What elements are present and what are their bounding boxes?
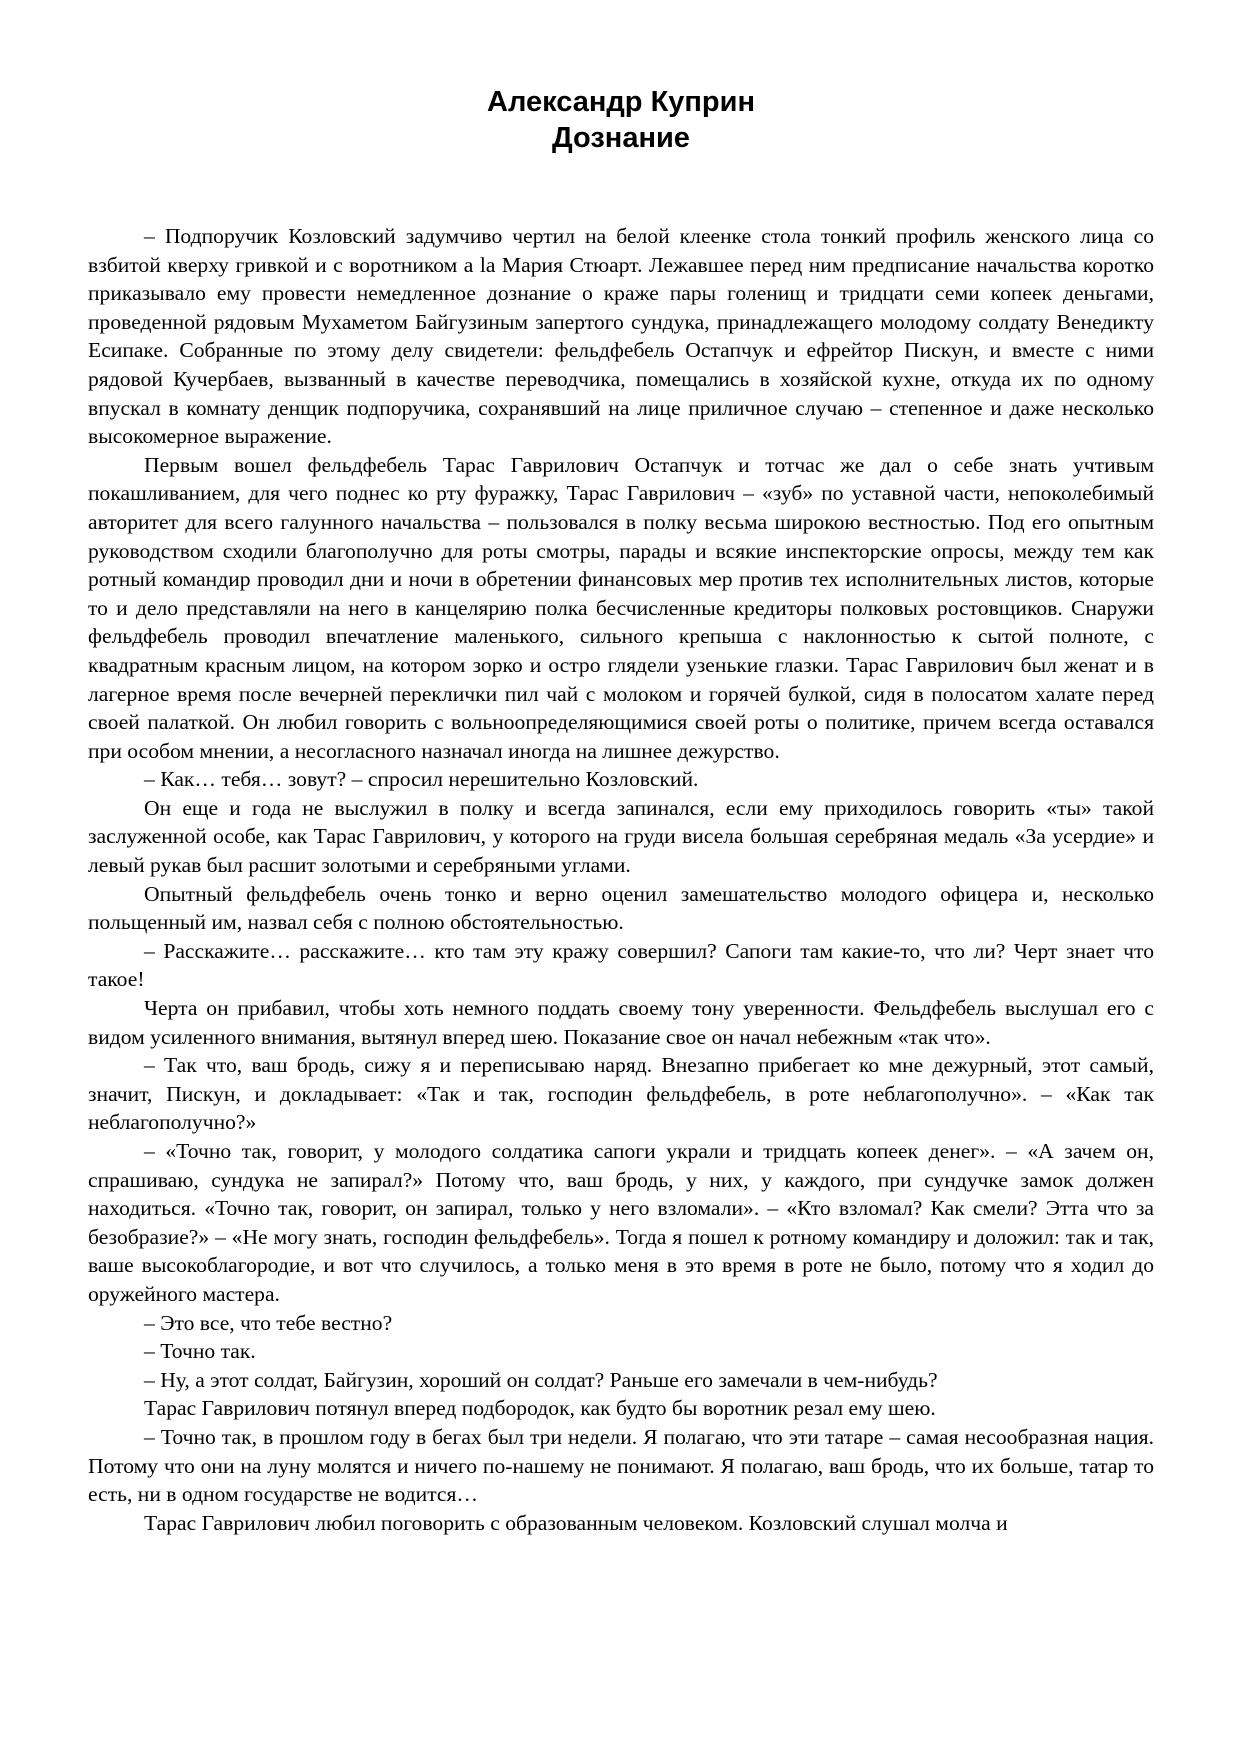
title-block <box>88 84 1154 156</box>
paragraph: – «Точно так, говорит, у молодого солдатика сапоги украли и тридцать копеек денег». – «А зачем он, спрашиваю, сундука не запирал?» Потому что, ваш бродь, у них, у каждого, при сундучке замок должен находиться. «Точно так, говорит, он запирал, только у него взломали». – «Кто взломал? Как смели? Этта что за безобразие?» – «Не могу знать, господин фельдфебель». Тогда я пошел к ротному командиру и доложил: так и так, ваше высокоблагородие, и вот что случилось, а только меня в это время в роте не было, потому что я ходил до оружейного мастера. <box>88 1139 1154 1306</box>
paragraph: – Расскажите… расскажите… кто там эту кражу совершил? Сапоги там какие-то, что ли? Черт знает что такое! <box>88 938 1154 992</box>
paragraph: Первым вошел фельдфебель Тарас Гаврилович Остапчук и тотчас же дал о себе знать учтивым покашливанием, для чего поднес ко рту фуражку, Тарас Гаврилович – «зуб» по уставной части, непоколебимый авторитет для всего галунного начальства – пользовался в полку весьма широкою вестностью. Под его опытным руководством сходили благополучно для роты смотры, парады и всякие инспекторские опросы, между тем как ротный командир проводил дни и ночи в обретении финансовых мер против тех исполнительных листов, которые то и дело представляли на него в канцелярию полка бесчисленные кредиторы полковых ростовщиков. Снаружи фельдфебель проводил впечатление маленького, сильного крепыша с наклонностью к сытой полноте, с квадратным красным лицом, на котором зорко и остро глядели узенькие глазки. Тарас Гаврилович был женат и в лагерное время после вечерней переклички пил чай с молоком и горячей булкой, сидя в полосатом халате перед своей палаткой. Он любил говорить с вольноопределяющимися своей роты о политике, причем всегда оставался при особом мнении, а несогласного назначал иногда на лишнее дежурство. <box>88 452 1154 763</box>
paragraph: – Точно так, в прошлом году в бегах был три недели. Я полагаю, что эти татаре – самая несообразная нация. Потому что они на луну молятся и ничего по-нашему не понимают. Я полагаю, ваш бродь, что их больше, татар то есть, ни в одном государстве не водится… <box>88 1424 1154 1507</box>
author-name: Александр Куприн <box>487 86 755 118</box>
paragraph: – Ну, а этот солдат, Байгузин, хороший он солдат? Раньше его замечали в чем-нибудь? <box>144 1367 938 1392</box>
paragraph: Он еще и года не выслужил в полку и всегда запинался, если ему приходилось говорить «ты» такой заслуженной особе, как Тарас Гаврилович, у которого на груди висела большая серебряная медаль «За усердие» и левый рукав был расшит золотыми и серебряными углами. <box>88 795 1154 878</box>
paragraph: – Как… тебя… зовут? – спросил нерешительно Козловский. <box>144 767 699 792</box>
paragraph: Тарас Гаврилович любил поговорить с образованным человеком. Козловский слушал молча и <box>144 1510 1008 1535</box>
paragraph: Опытный фельдфебель очень тонко и верно оценил замешательство молодого офицера и, несколько польщенный им, назвал себя с полною обстоятельностью. <box>88 881 1154 935</box>
paragraph: – Подпоручик Козловский задумчиво чертил на белой клеенке стола тонкий профиль женского лица со взбитой кверху гривкой и с воротником a la Мария Стюарт. Лежавшее перед ним предписание начальства коротко приказывало ему провести немедленное дознание о краже пары голенищ и тридцати семи копеек деньгами, проведенной рядовым Мухаметом Байгузиным запертого сундука, принадлежащего молодому солдату Венедикту Есипаке. Собранные по этому делу свидетели: фельдфебель Остапчук и ефрейтор Пискун, и вместе с ними рядовой Кучербаев, вызванный в качестве переводчика, помещались в хозяйской кухне, откуда их по одному впускал в комнату денщик подпоручика, сохранявший на лице приличное случаю – степенное и даже несколько высокомерное выражение. <box>88 224 1154 449</box>
paragraph: – Так что, ваш бродь, сижу я и переписываю наряд. Внезапно прибегает ко мне дежурный, этот самый, значит, Пискун, и докладывает: «Так и так, господин фельдфебель, в роте неблагополучно». – «Как так неблагополучно?» <box>88 1053 1154 1135</box>
paragraph: – Точно так. <box>144 1339 256 1364</box>
paragraph: Тарас Гаврилович потянул вперед подбородок, как будто бы воротник резал ему шею. <box>144 1396 936 1421</box>
paragraph: – Это все, что тебе вестно? <box>144 1310 393 1335</box>
paragraph: Черта он прибавил, чтобы хоть немного поддать своему тону уверенности. Фельдфебель выслушал его с видом усиленного внимания, вытянул вперед шею. Показание свое он начал небежным «так что». <box>88 996 1154 1049</box>
story-title: Дознание <box>552 122 690 154</box>
story-body <box>88 222 1154 1537</box>
